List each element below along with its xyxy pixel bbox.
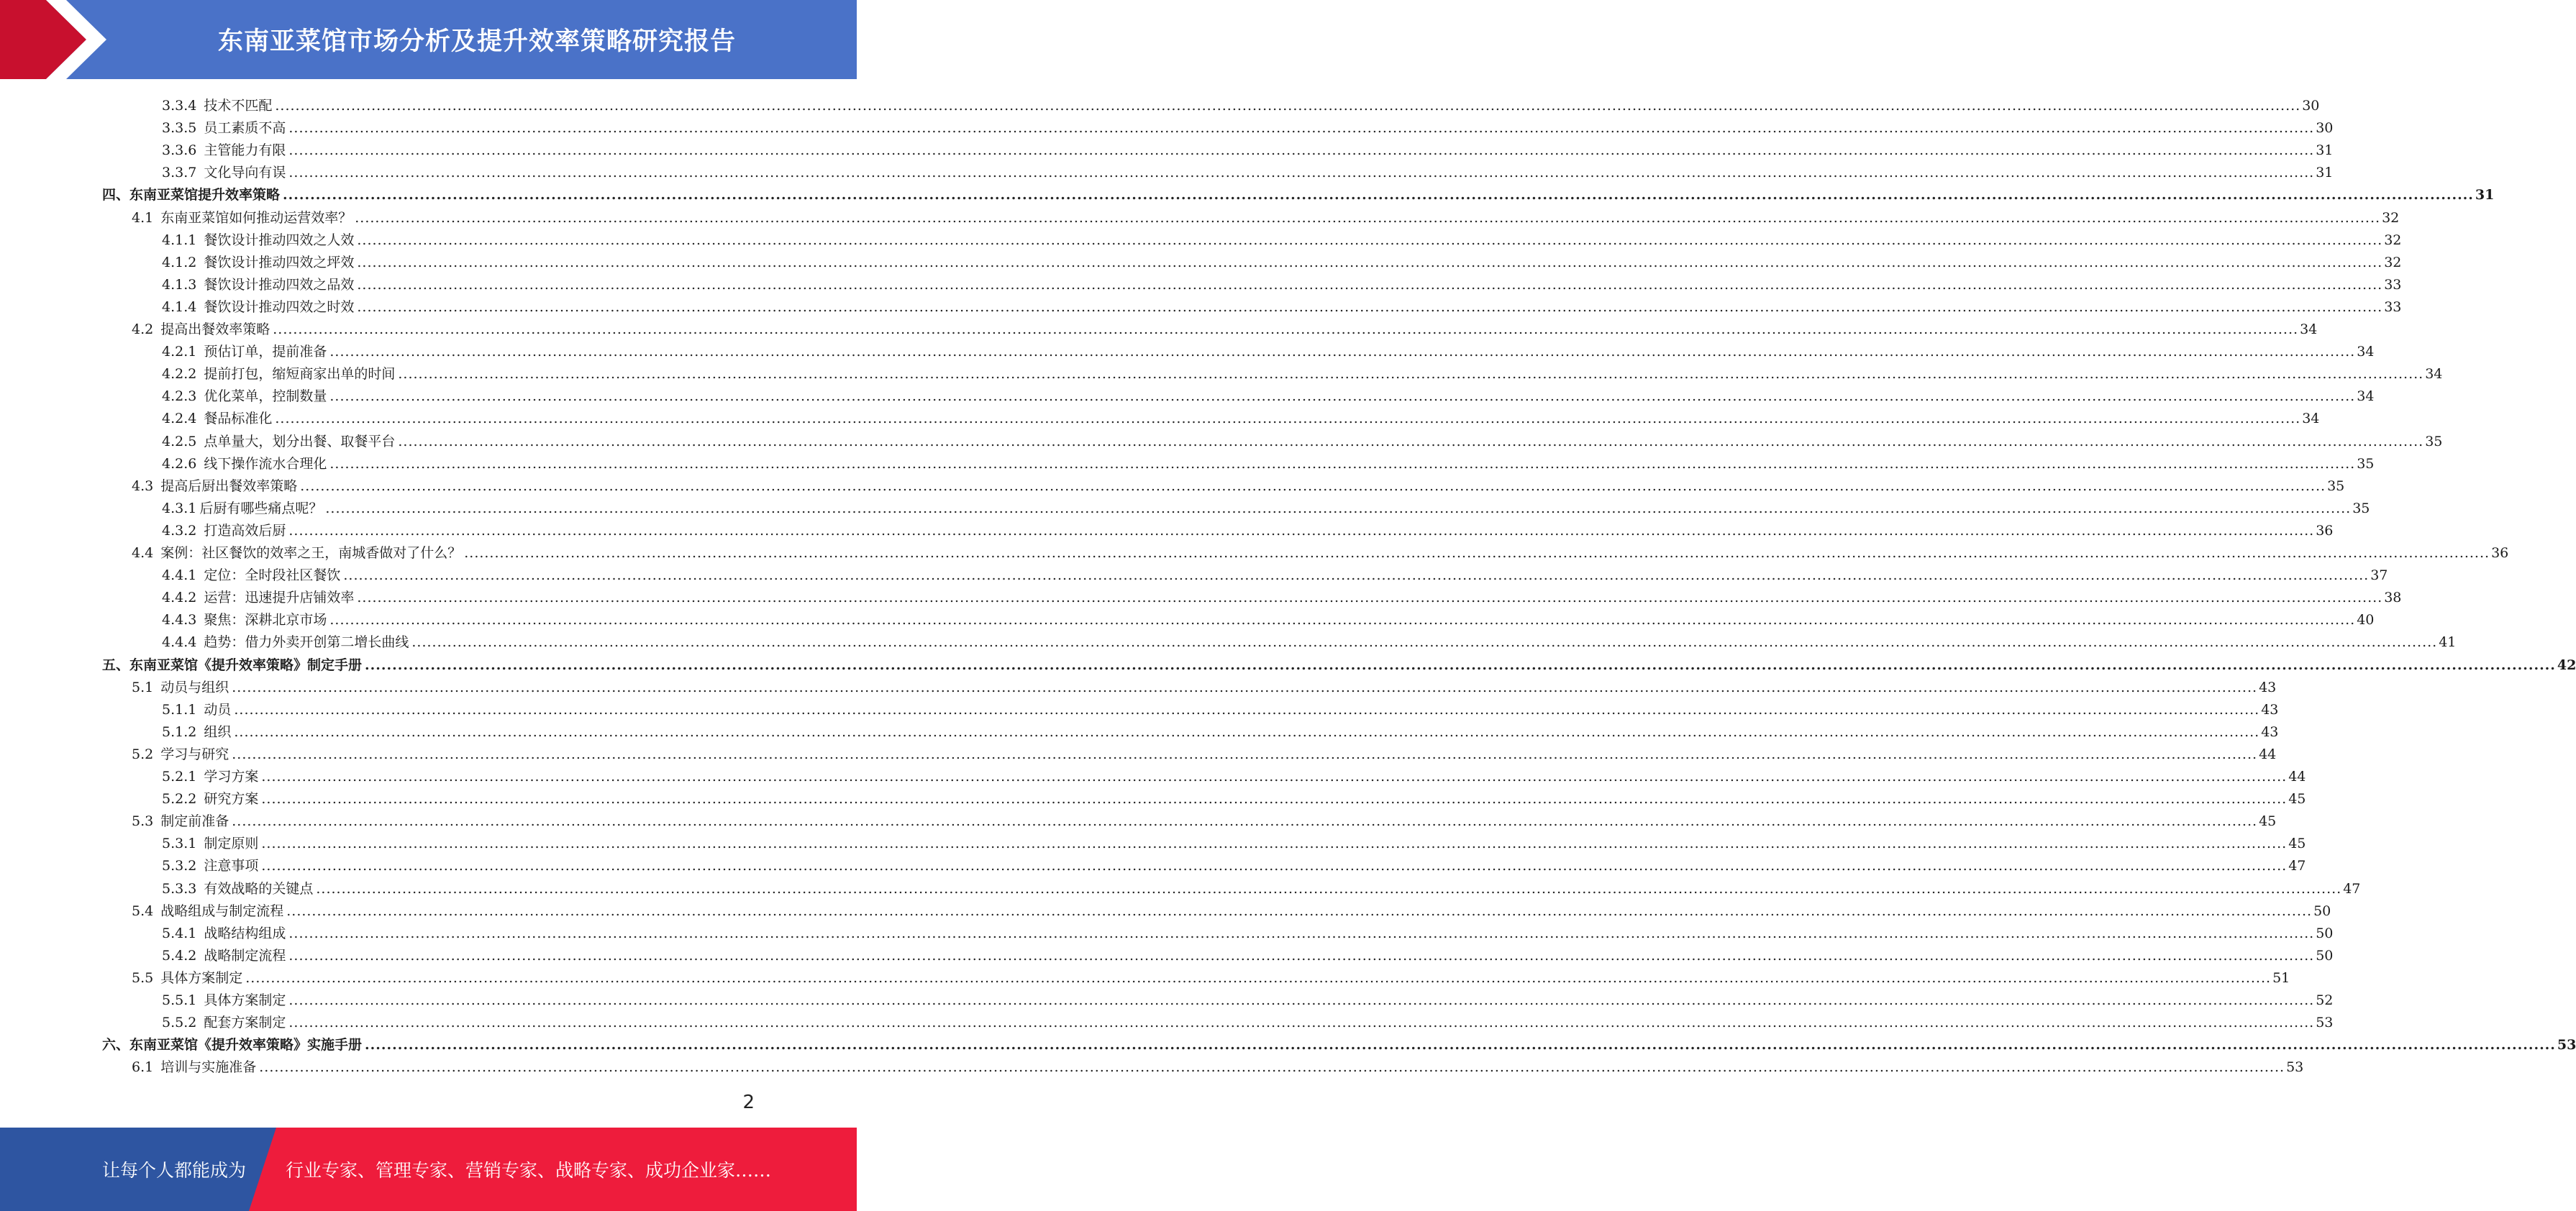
- toc-entry-title: 战略结构组成: [204, 925, 286, 941]
- toc-entry-title: 案例：社区餐饮的效率之王，南城香做对了什么？: [160, 545, 462, 561]
- toc-entry-page: 32: [2384, 254, 2402, 270]
- toc-entry-number: 4.2.1: [162, 344, 197, 360]
- toc-leader-dots: ................................................................................................................................................................................................................................................................................................................................................................................................................: [288, 925, 2315, 941]
- toc-entry-title: 学习方案: [204, 769, 259, 785]
- toc-entry-title: 聚焦：深耕北京市场: [204, 612, 327, 629]
- toc-entry[interactable]: [132, 897, 2331, 920]
- toc-entry-label: [162, 589, 357, 606]
- toc-entry-number: 4.2.5: [162, 433, 197, 449]
- toc-entry-title: 点单量大，划分出餐、取餐平台: [204, 433, 396, 449]
- toc-entry[interactable]: [162, 159, 2334, 181]
- toc-entry-label: [102, 657, 365, 674]
- toc-leader-dots: ................................................................................................................................................................................................................................................................................................................................................................................................................: [261, 791, 2288, 808]
- toc-entry-page: 34: [2357, 344, 2375, 360]
- toc-leader-dots: ................................................................................................................................................................................................................................................................................................................................................................................................................: [261, 769, 2288, 785]
- toc-entry[interactable]: [162, 763, 2306, 785]
- toc-entry-label: [162, 433, 398, 450]
- toc-entry-title: 后厨有哪些痛点呢？: [199, 500, 323, 516]
- toc-entry-page: 47: [2288, 858, 2306, 874]
- toc-leader-dots: ................................................................................................................................................................................................................................................................................................................................................................................................................: [398, 366, 2424, 383]
- toc-entry-number: 4.4.1: [162, 567, 197, 584]
- toc-entry[interactable]: [132, 964, 2290, 987]
- toc-entry-number: 3.3.7: [162, 165, 197, 181]
- page-header: [0, 0, 857, 79]
- toc-entry-label: [162, 790, 261, 808]
- toc-entry-page: 42: [2557, 657, 2576, 673]
- toc-leader-dots: ................................................................................................................................................................................................................................................................................................................................................................................................................: [286, 902, 2313, 919]
- toc-entry-title: 员工素质不高: [204, 120, 286, 137]
- toc-entry-page: 35: [2352, 500, 2370, 516]
- toc-entry-number: 4.1.2: [162, 254, 197, 270]
- toc-entry-page: 35: [2357, 455, 2375, 472]
- toc-entry-number: 4.2: [132, 321, 154, 337]
- toc-entry-label: [162, 611, 329, 629]
- toc-entry-label: [102, 1036, 365, 1054]
- toc-entry-label: [132, 1059, 259, 1076]
- toc-entry-label: [162, 455, 329, 472]
- toc-entry-page: 45: [2259, 813, 2277, 830]
- toc-leader-dots: ................................................................................................................................................................................................................................................................................................................................................................................................................: [245, 969, 2272, 986]
- toc-entry-title: 优化菜单，控制数量: [204, 388, 327, 405]
- toc-entry-label: [162, 365, 398, 383]
- toc-entry-number: 4.2.3: [162, 388, 197, 405]
- toc-leader-dots: ................................................................................................................................................................................................................................................................................................................................................................................................................: [398, 433, 2424, 449]
- toc-entry-label: [162, 1014, 288, 1031]
- toc-entry[interactable]: [162, 606, 2375, 629]
- toc-entry-title: 制定原则: [204, 836, 259, 852]
- toc-leader-dots: ................................................................................................................................................................................................................................................................................................................................................................................................................: [288, 120, 2315, 137]
- toc-leader-dots: ................................................................................................................................................................................................................................................................................................................................................................................................................: [259, 1059, 2285, 1076]
- toc-entry[interactable]: [162, 987, 2334, 1009]
- toc-entry-number: 5.5.2: [162, 1015, 197, 1031]
- toc-entry-page: 30: [2302, 98, 2320, 114]
- toc-leader-dots: ................................................................................................................................................................................................................................................................................................................................................................................................................: [275, 98, 2301, 114]
- toc-entry-page: 30: [2316, 120, 2334, 137]
- toc-entry-label: [162, 723, 234, 741]
- toc-entry-number: 3.3.6: [162, 142, 197, 159]
- toc-leader-dots: ................................................................................................................................................................................................................................................................................................................................................................................................................: [357, 232, 2383, 248]
- toc-entry-title: 主管能力有限: [204, 142, 286, 159]
- toc-leader-dots: ................................................................................................................................................................................................................................................................................................................................................................................................................: [288, 992, 2315, 1008]
- toc-entry[interactable]: [162, 629, 2457, 651]
- page-number: 2: [742, 1092, 755, 1113]
- toc-entry[interactable]: [102, 181, 2495, 204]
- toc-entry[interactable]: [162, 227, 2402, 249]
- toc-entry-label: [132, 209, 355, 227]
- toc-entry[interactable]: [162, 428, 2443, 450]
- toc-entry-page: 43: [2261, 723, 2279, 740]
- toc-entry[interactable]: [162, 785, 2306, 808]
- toc-leader-dots: ................................................................................................................................................................................................................................................................................................................................................................................................................: [232, 813, 2258, 830]
- toc-entry[interactable]: [162, 584, 2402, 606]
- toc-entry-label: [162, 992, 288, 1009]
- toc-entry[interactable]: [132, 674, 2277, 696]
- toc-leader-dots: ................................................................................................................................................................................................................................................................................................................................................................................................................: [357, 298, 2383, 315]
- toc-entry-title: 餐饮设计推动四效之坪效: [204, 254, 355, 270]
- toc-entry-page: 50: [2316, 947, 2334, 964]
- toc-entry-title: 打造高效后厨: [204, 522, 286, 539]
- toc-leader-dots: ................................................................................................................................................................................................................................................................................................................................................................................................................: [357, 254, 2383, 270]
- toc-entry-label: [162, 522, 288, 539]
- toc-entry-label: [162, 119, 288, 137]
- toc-entry-label: [162, 835, 261, 852]
- toc-entry-label: [132, 321, 273, 338]
- toc-leader-dots: ................................................................................................................................................................................................................................................................................................................................................................................................................: [329, 612, 2356, 629]
- toc-entry-title: 趋势：借力外卖开创第二增长曲线: [204, 634, 409, 651]
- toc-leader-dots: ................................................................................................................................................................................................................................................................................................................................................................................................................: [357, 590, 2383, 606]
- toc-entry-number: 3.3.5: [162, 120, 197, 137]
- toc-entry-number: 5.1.2: [162, 723, 197, 740]
- toc-entry[interactable]: [162, 405, 2320, 427]
- toc-entry-label: [162, 164, 288, 181]
- toc-leader-dots: ................................................................................................................................................................................................................................................................................................................................................................................................................: [234, 723, 2260, 740]
- toc-entry-page: 31: [2475, 187, 2495, 204]
- toc-entry[interactable]: [162, 562, 2388, 584]
- toc-entry-title: 提高后厨出餐效率策略: [160, 477, 298, 494]
- toc-entry[interactable]: [132, 472, 2345, 495]
- toc-entry-number: 4.2.6: [162, 455, 197, 472]
- toc-entry-number: 4.4.4: [162, 634, 197, 651]
- toc-entry-page: 44: [2288, 769, 2306, 785]
- toc-entry-title: 培训与实施准备: [160, 1059, 257, 1076]
- toc-entry-page: 32: [2384, 232, 2402, 248]
- toc-entry[interactable]: [162, 383, 2375, 405]
- toc-entry-page: 34: [2300, 321, 2318, 337]
- toc-entry-number: 5.4.2: [162, 947, 197, 964]
- toc-entry-page: 40: [2357, 612, 2375, 629]
- toc-entry-number: 3.3.4: [162, 98, 197, 114]
- toc-entry-title: 运营：迅速提升店铺效率: [204, 590, 355, 606]
- toc-entry-number: 4.2.4: [162, 411, 197, 427]
- toc-entry-title: 注意事项: [204, 858, 259, 874]
- toc-entry-page: 35: [2327, 477, 2345, 494]
- toc-entry-page: 47: [2343, 880, 2361, 897]
- toc-leader-dots: ................................................................................................................................................................................................................................................................................................................................................................................................................: [329, 344, 2356, 360]
- toc-entry-label: [162, 388, 329, 405]
- toc-entry-page: 31: [2316, 165, 2334, 181]
- footer-slogan-right: 行业专家、管理专家、营销专家、战略专家、成功企业家……: [286, 1160, 772, 1181]
- toc-leader-dots: ................................................................................................................................................................................................................................................................................................................................................................................................................: [273, 321, 2299, 337]
- toc-entry-title: 学习与研究: [160, 746, 229, 762]
- toc-entry-number: 5.1: [132, 679, 154, 695]
- toc-entry-title: 组织: [204, 723, 232, 740]
- toc-entry-label: [162, 276, 357, 293]
- toc-entry-page: 53: [2557, 1037, 2576, 1054]
- toc-leader-dots: ................................................................................................................................................................................................................................................................................................................................................................................................................: [300, 477, 2326, 494]
- toc-entry-label: [162, 500, 325, 517]
- toc-entry-label: [162, 343, 329, 360]
- toc-entry-page: 35: [2425, 433, 2443, 449]
- toc-entry-label: [132, 746, 232, 763]
- toc-leader-dots: ................................................................................................................................................................................................................................................................................................................................................................................................................: [464, 545, 2490, 561]
- toc-leader-dots: ................................................................................................................................................................................................................................................................................................................................................................................................................: [365, 1037, 2556, 1054]
- toc-entry-label: [162, 634, 411, 651]
- toc-entry-title: 餐饮设计推动四效之品效: [204, 276, 355, 293]
- toc-entry-page: 43: [2259, 679, 2277, 695]
- toc-entry-label: [102, 186, 283, 204]
- toc-leader-dots: ................................................................................................................................................................................................................................................................................................................................................................................................................: [275, 411, 2301, 427]
- toc-entry[interactable]: [162, 830, 2306, 852]
- toc-entry-number: 4.3.1: [162, 500, 197, 516]
- toc-entry-label: [162, 298, 357, 316]
- toc-leader-dots: ................................................................................................................................................................................................................................................................................................................................................................................................................: [329, 388, 2356, 405]
- toc-entry-label: [132, 544, 464, 562]
- toc-entry[interactable]: [102, 1031, 2576, 1054]
- toc-entry-label: [132, 477, 300, 495]
- toc-entry-page: 50: [2316, 925, 2334, 941]
- toc-entry-page: 33: [2384, 276, 2402, 293]
- toc-entry-title: 定位：全时段社区餐饮: [204, 567, 341, 584]
- toc-entry-label: [162, 701, 234, 718]
- toc-entry[interactable]: [162, 875, 2361, 897]
- toc-entry[interactable]: [132, 204, 2400, 227]
- toc-leader-dots: ................................................................................................................................................................................................................................................................................................................................................................................................................: [288, 947, 2315, 964]
- toc-entry-label: [162, 947, 288, 964]
- toc-leader-dots: ................................................................................................................................................................................................................................................................................................................................................................................................................: [325, 500, 2352, 516]
- toc-entry-title: 餐品标准化: [204, 411, 273, 427]
- toc-entry[interactable]: [162, 517, 2334, 539]
- toc-entry-label: [162, 142, 288, 159]
- toc-leader-dots: ................................................................................................................................................................................................................................................................................................................................................................................................................: [288, 522, 2315, 539]
- toc-entry-page: 44: [2259, 746, 2277, 762]
- toc-entry-title: 六、东南亚菜馆《提升效率策略》实施手册: [102, 1037, 363, 1054]
- toc-entry-number: 5.4: [132, 902, 154, 919]
- toc-entry[interactable]: [162, 114, 2334, 137]
- toc-entry-page: 50: [2313, 902, 2331, 919]
- toc-entry-number: 4.4: [132, 545, 154, 561]
- toc-entry-page: 37: [2370, 567, 2388, 584]
- toc-entry-page: 32: [2382, 209, 2400, 226]
- toc-entry-page: 45: [2288, 836, 2306, 852]
- toc-entry-number: 6.1: [132, 1059, 154, 1076]
- toc-entry-page: 34: [2302, 411, 2320, 427]
- toc-entry-number: 5.3.2: [162, 858, 197, 874]
- toc-entry-page: 53: [2316, 1015, 2334, 1031]
- toc-entry-title: 配套方案制定: [204, 1015, 286, 1031]
- toc-leader-dots: ................................................................................................................................................................................................................................................................................................................................................................................................................: [355, 209, 2381, 226]
- toc-entry-label: [162, 857, 261, 874]
- toc-entry-label: [162, 254, 357, 271]
- toc-entry-label: [162, 567, 343, 584]
- toc-entry[interactable]: [162, 718, 2279, 741]
- toc-entry-number: 5.2: [132, 746, 154, 762]
- toc-entry[interactable]: [132, 741, 2277, 763]
- toc-entry-title: 东南亚菜馆如何推动运营效率？: [160, 209, 352, 226]
- toc-leader-dots: ................................................................................................................................................................................................................................................................................................................................................................................................................: [232, 746, 2258, 762]
- toc-entry[interactable]: [162, 495, 2370, 517]
- toc-entry[interactable]: [162, 271, 2402, 293]
- toc-entry-number: 5.2.2: [162, 791, 197, 808]
- toc-entry-page: 34: [2425, 366, 2443, 383]
- toc-entry-number: 4.3: [132, 477, 154, 494]
- toc-entry-page: 36: [2491, 545, 2509, 561]
- toc-leader-dots: ................................................................................................................................................................................................................................................................................................................................................................................................................: [232, 679, 2258, 695]
- toc-entry[interactable]: [162, 942, 2334, 964]
- toc-entry-number: 5.5: [132, 969, 154, 986]
- toc-entry-title: 文化导向有误: [204, 165, 286, 181]
- toc-entry[interactable]: [132, 316, 2318, 338]
- toc-entry-title: 五、东南亚菜馆《提升效率策略》制定手册: [102, 657, 363, 673]
- toc-entry-label: [162, 232, 357, 249]
- toc-entry-number: 5.1.1: [162, 701, 197, 718]
- toc-entry-number: 5.4.1: [162, 925, 197, 941]
- toc-entry-title: 提高出餐效率策略: [160, 321, 270, 337]
- toc-entry[interactable]: [162, 249, 2402, 271]
- toc-entry-page: 31: [2316, 142, 2334, 159]
- toc-entry-title: 技术不匹配: [204, 98, 273, 114]
- toc-entry-title: 有效战略的关键点: [204, 880, 314, 897]
- toc-entry-number: 4.1.1: [162, 232, 197, 248]
- toc-leader-dots: ................................................................................................................................................................................................................................................................................................................................................................................................................: [411, 634, 2438, 651]
- toc-entry-number: 4.4.2: [162, 590, 197, 606]
- toc-entry-label: [162, 97, 275, 114]
- toc-entry-number: 4.1: [132, 209, 154, 226]
- toc-entry-number: 4.1.4: [162, 298, 197, 315]
- toc-entry-number: 5.5.1: [162, 992, 197, 1008]
- toc-leader-dots: ................................................................................................................................................................................................................................................................................................................................................................................................................: [343, 567, 2370, 584]
- toc-leader-dots: ................................................................................................................................................................................................................................................................................................................................................................................................................: [288, 1015, 2315, 1031]
- toc-entry-number: 5.3.1: [162, 836, 197, 852]
- toc-entry[interactable]: [132, 539, 2509, 562]
- page-footer: [0, 1128, 857, 1211]
- toc-entry[interactable]: [132, 808, 2277, 830]
- toc-entry-page: 36: [2316, 522, 2334, 539]
- toc-entry-page: 51: [2272, 969, 2290, 986]
- toc-leader-dots: ................................................................................................................................................................................................................................................................................................................................................................................................................: [234, 701, 2260, 718]
- toc-entry-title: 研究方案: [204, 791, 259, 808]
- toc-entry-label: [132, 902, 286, 920]
- footer-slogan-left: 让每个人都能成为: [102, 1160, 247, 1181]
- toc-entry-title: 具体方案制定: [204, 992, 286, 1008]
- toc-entry-title: 动员: [204, 701, 232, 718]
- toc-entry-label: [132, 679, 232, 696]
- toc-entry-title: 战略组成与制定流程: [160, 902, 284, 919]
- toc-entry-number: 4.2.2: [162, 366, 197, 383]
- toc-entry[interactable]: [162, 338, 2375, 360]
- toc-leader-dots: ................................................................................................................................................................................................................................................................................................................................................................................................................: [365, 657, 2556, 673]
- toc-entry[interactable]: [102, 652, 2576, 674]
- toc-entry-label: [162, 410, 275, 427]
- toc-entry-title: 预估订单，提前准备: [204, 344, 327, 360]
- toc-entry[interactable]: [162, 137, 2334, 159]
- toc-entry[interactable]: [132, 1054, 2304, 1076]
- toc-entry-label: [162, 880, 316, 897]
- toc-entry-page: 38: [2384, 590, 2402, 606]
- toc-entry-title: 提前打包，缩短商家出单的时间: [204, 366, 396, 383]
- toc-entry-page: 43: [2261, 701, 2279, 718]
- toc-entry[interactable]: [162, 92, 2320, 114]
- toc-entry-title: 动员与组织: [160, 679, 229, 695]
- toc-entry-number: 5.3: [132, 813, 154, 830]
- toc-entry-label: [132, 969, 245, 987]
- toc-entry[interactable]: [162, 360, 2443, 383]
- toc-entry-number: 5.3.3: [162, 880, 197, 897]
- toc-entry[interactable]: [162, 293, 2402, 316]
- toc-entry[interactable]: [162, 696, 2279, 718]
- toc-entry-number: 4.4.3: [162, 612, 197, 629]
- toc-entry-title: 线下操作流水合理化: [204, 455, 327, 472]
- toc-leader-dots: ................................................................................................................................................................................................................................................................................................................................................................................................................: [288, 165, 2315, 181]
- header-title: 东南亚菜馆市场分析及提升效率策略研究报告: [217, 27, 736, 56]
- toc-entry-title: 四、东南亚菜馆提升效率策略: [102, 187, 281, 204]
- toc-entry-title: 餐饮设计推动四效之人效: [204, 232, 355, 248]
- toc-entry-page: 45: [2288, 791, 2306, 808]
- toc-entry-number: 5.2.1: [162, 769, 197, 785]
- toc-entry[interactable]: [162, 920, 2334, 942]
- toc-entry-label: [132, 813, 232, 830]
- toc-leader-dots: ................................................................................................................................................................................................................................................................................................................................................................................................................: [261, 836, 2288, 852]
- toc-entry-page: 33: [2384, 298, 2402, 315]
- toc-entry-label: [162, 768, 261, 785]
- toc-entry-title: 制定前准备: [160, 813, 229, 830]
- toc-entry[interactable]: [162, 1009, 2334, 1031]
- toc-entry-page: 41: [2439, 634, 2457, 651]
- toc-leader-dots: ................................................................................................................................................................................................................................................................................................................................................................................................................: [288, 142, 2315, 159]
- toc-entry-label: [162, 925, 288, 942]
- toc-leader-dots: ................................................................................................................................................................................................................................................................................................................................................................................................................: [316, 880, 2342, 897]
- toc-entry-page: 52: [2316, 992, 2334, 1008]
- toc-entry-number: 4.3.2: [162, 522, 197, 539]
- toc-leader-dots: ................................................................................................................................................................................................................................................................................................................................................................................................................: [261, 858, 2288, 874]
- toc-leader-dots: ................................................................................................................................................................................................................................................................................................................................................................................................................: [329, 455, 2356, 472]
- toc-entry-title: 餐饮设计推动四效之时效: [204, 298, 355, 315]
- toc-entry-title: 具体方案制定: [160, 969, 243, 986]
- toc-entry-title: 战略制定流程: [204, 947, 286, 964]
- toc-entry[interactable]: [162, 852, 2306, 874]
- toc-entry-page: 53: [2286, 1059, 2304, 1076]
- toc-entry-number: 4.1.3: [162, 276, 197, 293]
- toc-entry-page: 34: [2357, 388, 2375, 405]
- toc-entry[interactable]: [162, 450, 2375, 472]
- toc-leader-dots: ................................................................................................................................................................................................................................................................................................................................................................................................................: [283, 187, 2474, 204]
- toc-leader-dots: ................................................................................................................................................................................................................................................................................................................................................................................................................: [357, 276, 2383, 293]
